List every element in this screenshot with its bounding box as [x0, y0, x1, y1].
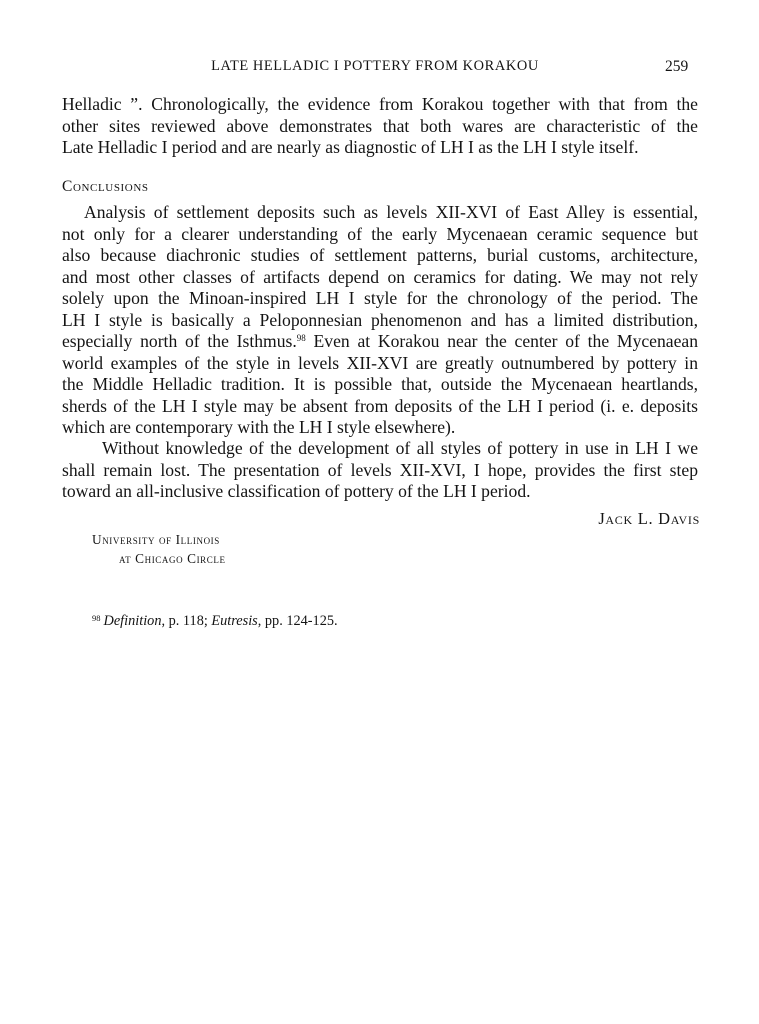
text-line: Analysis of settlement deposits such as levels XII-XVI of East Alley is essential,	[84, 202, 698, 222]
paragraph-conclusions	[62, 202, 698, 439]
text-line: also because diachronic studies of settlement patterns, burial customs, architecture,	[62, 245, 698, 265]
author-signature: Jack L. Davis	[598, 509, 700, 528]
footnote	[92, 613, 338, 630]
text-line	[62, 331, 698, 353]
text-line: sherds of the LH I style may be absent from deposits of the LH I period (i. e. deposits	[62, 395, 698, 416]
text-line: Helladic ”. Chronologically, the evidence from Korakou together with that from the	[62, 94, 698, 114]
text-line: LH I style is basically a Peloponnesian phenomenon and has a limited distribution,	[62, 309, 698, 330]
text-line: Late Helladic I period and are nearly as diagnostic of LH I as the LH I style itself.	[62, 137, 639, 157]
text-line: other sites reviewed above demonstrates that both wares are characteristic of the	[62, 115, 698, 136]
running-header	[0, 58, 759, 80]
section-heading-conclusions: Conclusions	[62, 178, 149, 195]
text-line: toward an all-inclusive classification of pottery of the LH I period.	[62, 481, 531, 501]
page-number: 259	[665, 58, 689, 75]
running-title: LATE HELLADIC I POTTERY FROM KORAKOU	[211, 58, 539, 74]
text-line: shall remain lost. The presentation of levels XII-XVI, I hope, provides the first step	[62, 459, 698, 480]
affiliation-line: at Chicago Circle	[119, 550, 226, 566]
text-line: not only for a clearer understanding of the early Mycenaean ceramic sequence but	[62, 223, 698, 244]
footnote-reference-title: Eutresis	[211, 613, 258, 629]
text-line: world examples of the style in levels XII-XVI are greatly outnumbered by pottery in	[62, 352, 698, 373]
text-line: and most other classes of artifacts depend on ceramics for dating. We may not rely	[62, 266, 698, 287]
footnote-text: , pp. 124-125.	[257, 613, 338, 629]
text-segment: Even at Korakou near the center of the Mycenaean	[305, 331, 699, 351]
footnote-reference-title: Definition	[103, 613, 162, 629]
text-segment: especially north of the Isthmus.	[62, 331, 297, 351]
author-affiliation	[92, 531, 226, 568]
paragraph-closing	[62, 438, 698, 503]
affiliation-line: University of Illinois	[92, 532, 220, 547]
text-line: solely upon the Minoan-inspired LH I style for the chronology of the period. The	[62, 288, 698, 308]
text-line: Without knowledge of the development of all styles of pottery in use in LH I we	[102, 438, 698, 458]
footnote-text: , p. 118;	[161, 613, 212, 629]
text-line: which are contemporary with the LH I style elsewhere).	[62, 417, 456, 437]
paragraph-continuation	[62, 94, 698, 159]
footnote-marker: 98	[92, 613, 101, 623]
footnote-reference: 98	[296, 333, 306, 343]
text-line: the Middle Helladic tradition. It is possible that, outside the Mycenaean heartlands,	[62, 374, 698, 394]
